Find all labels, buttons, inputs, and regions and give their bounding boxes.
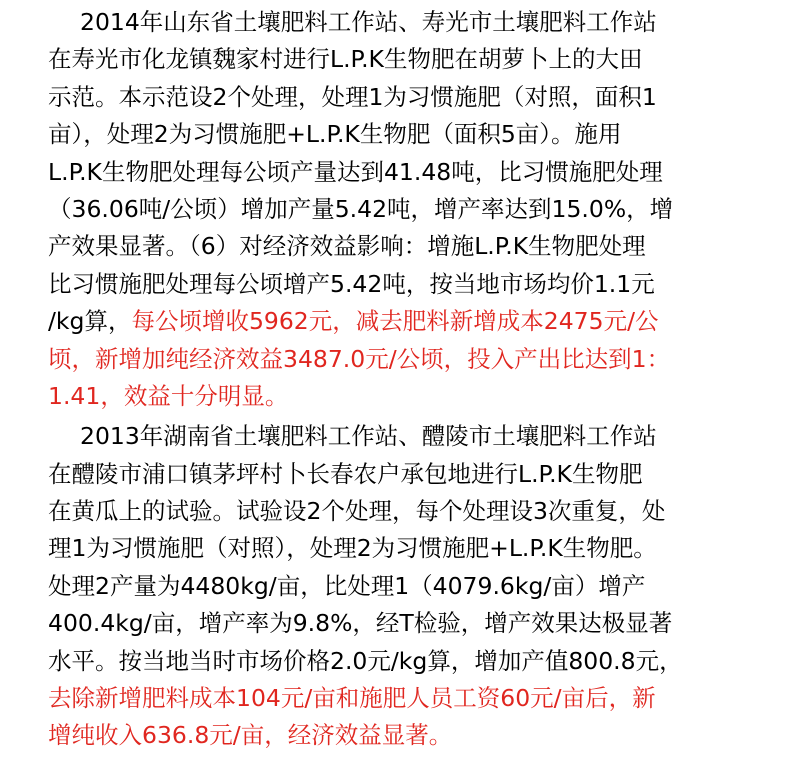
- text-segment: 2014年山东省土壤肥料工作站、寿光市土壤肥料工作站: [80, 8, 657, 36]
- text-line: [48, 116, 748, 153]
- text-segment: 产效果显著。（6）对经济效益影响：增施L.P.K生物肥处理: [48, 232, 646, 261]
- text-line: [48, 79, 748, 116]
- text-line: [48, 530, 748, 567]
- highlighted-text: 顷，新增加纯经济效益3487.0元/公顷，投入产出比达到1：: [48, 344, 671, 373]
- text-line: [48, 341, 748, 378]
- text-segment: 400.4kg/亩，增产率为9.8%，经T检验，增产效果达极显著: [48, 609, 673, 638]
- text-line: [48, 568, 748, 605]
- text-line: [48, 41, 748, 78]
- text-line: [48, 680, 748, 717]
- text-line: [48, 228, 748, 265]
- text-line: [48, 266, 748, 303]
- text-segment: （36.06吨/公顷）增加产量5.42吨，增产率达到15.0%，增: [48, 194, 674, 223]
- text-line: [48, 643, 748, 680]
- text-segment: L.P.K生物肥处理每公顷产量达到41.48吨，比习惯施肥处理: [48, 157, 663, 186]
- text-line: [48, 191, 748, 228]
- text-segment: 在黄瓜上的试验。试验设2个处理，每个处理设3次重复，处: [48, 497, 666, 526]
- text-line: [48, 378, 748, 415]
- text-segment: 理1为习惯施肥（对照），处理2为习惯施肥+L.P.K生物肥。: [48, 534, 657, 563]
- text-segment: 示范。本示范设2个处理，处理1为习惯施肥（对照，面积1: [48, 82, 657, 111]
- text-line: [48, 154, 748, 191]
- text-segment: /kg算，: [48, 307, 132, 336]
- text-line: [48, 493, 748, 530]
- paragraph-liling-cucumber: [48, 418, 748, 755]
- highlighted-text: 增纯收入636.8元/亩，经济效益显著。: [48, 721, 453, 750]
- highlighted-text: 1.41，效益十分明显。: [48, 381, 289, 410]
- text-line: [48, 605, 748, 642]
- text-line: [48, 303, 748, 340]
- text-segment: 比习惯施肥处理每公顷增产5.42吨，按当地市场均价1.1元: [48, 269, 655, 298]
- text-line: [48, 418, 748, 455]
- text-segment: 在醴陵市浦口镇茅坪村卜长春农户承包地进行L.P.K生物肥: [48, 459, 643, 488]
- highlighted-text: 每公顷增收5962元，减去肥料新增成本2475元/公: [131, 307, 659, 336]
- paragraph-shouguang-carrot: [48, 4, 748, 415]
- text-segment: 在寿光市化龙镇魏家村进行L.P.K生物肥在胡萝卜上的大田: [48, 45, 643, 74]
- text-line: [48, 4, 748, 41]
- text-segment: 处理2产量为4480kg/亩，比处理1（4079.6kg/亩）增产: [48, 571, 646, 600]
- document-body: [48, 4, 748, 755]
- text-segment: 水平。按当地当时市场价格2.0元/kg算，增加产值800.8元，: [48, 646, 683, 675]
- text-segment: 亩），处理2为习惯施肥+L.P.K生物肥（面积5亩）。施用: [48, 120, 622, 149]
- text-line: [48, 456, 748, 493]
- text-line: [48, 717, 748, 754]
- highlighted-text: 去除新增肥料成本104元/亩和施肥人员工资60元/亩后，新: [48, 684, 656, 713]
- text-segment: 2013年湖南省土壤肥料工作站、醴陵市土壤肥料工作站: [80, 422, 657, 451]
